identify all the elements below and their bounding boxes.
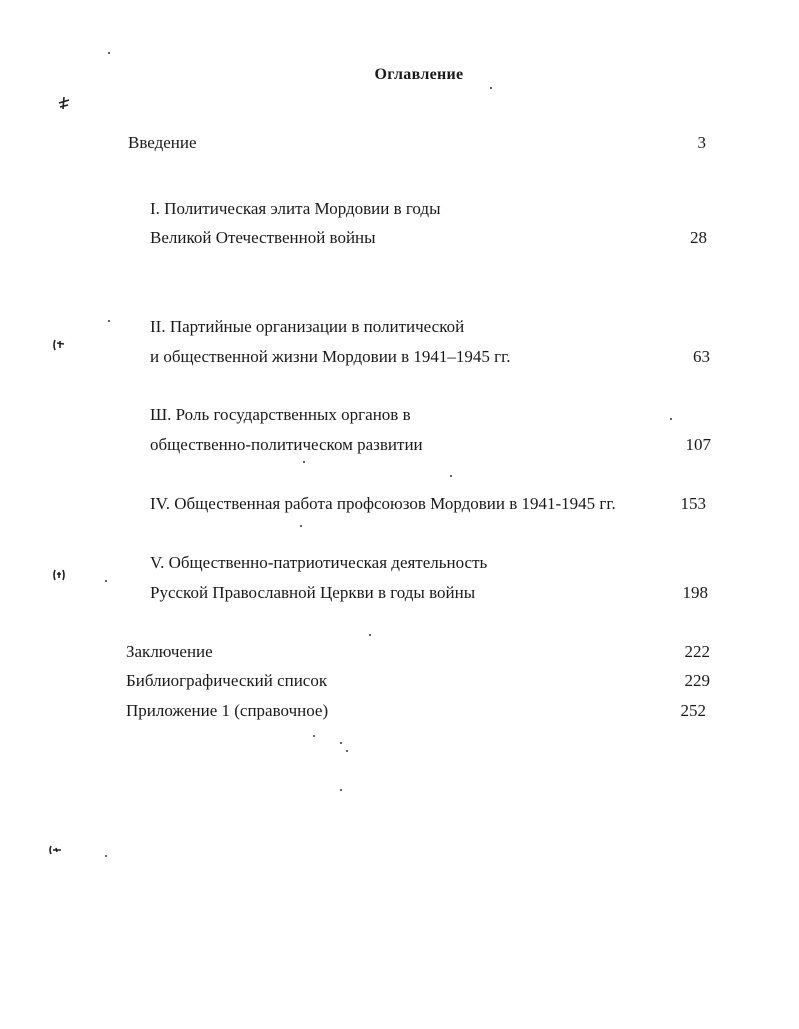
toc-appendix-page: 252	[680, 701, 706, 720]
toc-ch2-line1: II. Партийные организации в политической	[150, 317, 465, 336]
toc-ch4-page: 153	[680, 494, 706, 513]
scan-speck	[303, 461, 305, 463]
toc-ch4-label: IV. Общественная работа профсоюзов Мордовии в 1941-1945 гг.	[150, 494, 616, 513]
toc-intro-label: Введение	[128, 133, 197, 152]
binding-hole-mark-icon	[57, 96, 71, 110]
scan-speck	[105, 855, 107, 857]
toc-ch2-page: 63	[693, 347, 710, 366]
toc-ch5-page: 198	[682, 583, 708, 602]
toc-ch5-line1: V. Общественно-патриотическая деятельность	[150, 553, 488, 572]
scan-speck	[313, 735, 315, 737]
toc-appendix-label: Приложение 1 (справочное)	[126, 701, 329, 720]
toc-ch1-page: 28	[690, 228, 707, 247]
toc-ch1-line2: Великой Отечественной войны	[150, 228, 376, 247]
toc-conclusion-page: 222	[684, 642, 710, 661]
toc-ch3-page: 107	[685, 435, 711, 454]
scan-speck	[340, 742, 342, 744]
binding-hole-mark-icon	[52, 338, 66, 352]
toc-ch5-line2: Русской Православной Церкви в годы войны	[150, 583, 476, 602]
scan-speck	[670, 418, 672, 420]
toc-bibliography-page: 229	[684, 671, 710, 690]
toc-ch3-line1: Ш. Роль государственных органов в	[150, 405, 411, 424]
toc-bibliography-label: Библиографический список	[126, 671, 328, 690]
toc-intro-page: 3	[697, 133, 706, 152]
scan-speck	[346, 750, 348, 752]
scan-speck	[340, 789, 342, 791]
scan-speck	[490, 87, 492, 89]
scan-speck	[369, 634, 371, 636]
scan-speck	[105, 580, 107, 582]
page-title: Оглавление	[374, 66, 464, 83]
scan-speck	[108, 320, 110, 322]
toc-ch3-line2: общественно-политическом развитии	[150, 435, 423, 454]
toc-conclusion-label: Заключение	[126, 642, 213, 661]
toc-ch2-line2: и общественной жизни Мордовии в 1941–1945 гг.	[150, 347, 511, 366]
binding-hole-mark-icon	[52, 568, 66, 582]
scan-speck	[108, 52, 110, 54]
scan-speck	[300, 525, 302, 527]
toc-ch1-line1: I. Политическая элита Мордовии в годы	[150, 199, 441, 218]
scan-speck	[450, 475, 452, 477]
binding-hole-mark-icon	[48, 843, 62, 857]
